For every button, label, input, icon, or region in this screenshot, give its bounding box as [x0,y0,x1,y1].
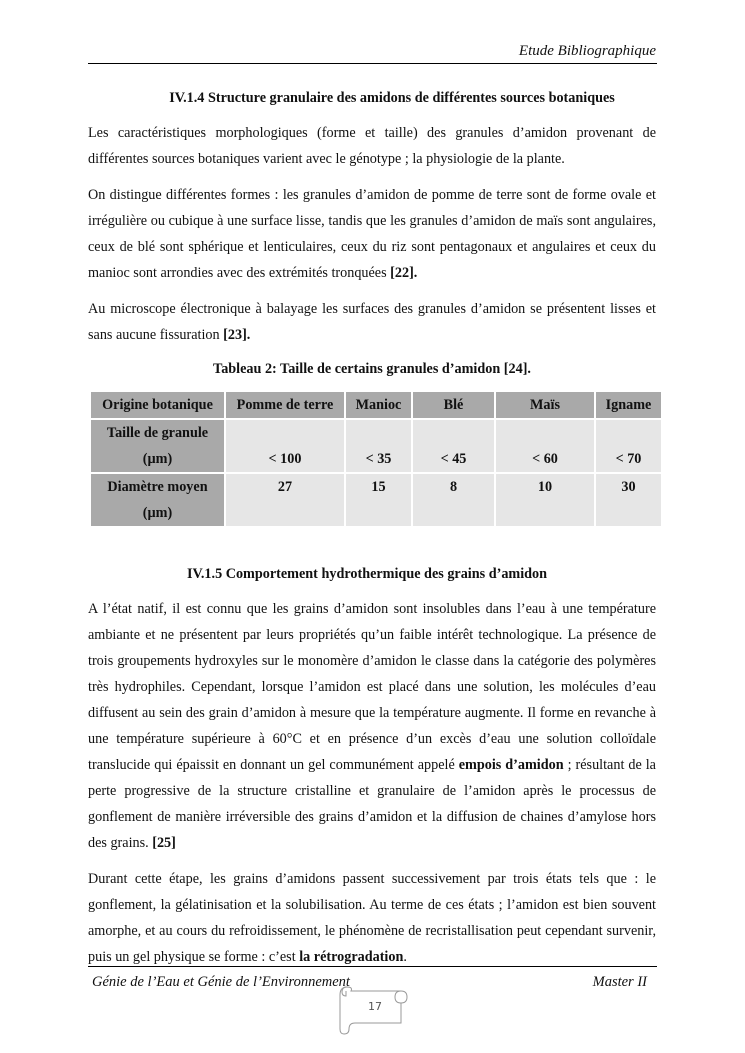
paragraph-end: . [403,949,407,965]
row-label-unit: (µm) [142,451,173,467]
paragraph-text: On distingue différentes formes : les granules d’amidon de pomme de terre sont de forme ovale et irrégulière ou cubique à une surface lisse, tandis que les granules d’amidon de maïs sont angulaires, ceux de blé sont sphérique et lenticulaires, ceux du riz sont pentagonaux et angulaires et ceux du manioc sont arrondies avec des extrémités tronquées [88,187,656,281]
paragraph-text: A l’état natif, il est connu que les grains d’amidon sont insolubles dans l’eau à une température ambiante et ne présentent par leurs propriétés qu’un faible intérêt technologique. La présence de trois groupements hydroxyles sur le monomère d’amidon le classe dans la catégorie des polymères très hydrophiles. Cependant, lorsque l’amidon est placé dans une solution, les molécules d’eau diffusent au sein des grain d’amidon à mesure que la température augmente. Il forme en revanche à une température supérieure à 60°C et en présence d’un excès d’eau une solution colloïdale translucide qui épaissit en donnant un gel communément appelé [88,601,656,773]
citation: [23]. [223,327,251,343]
emphasis-term: la rétrogradation [299,949,404,965]
footer-right-text: Master II [592,974,647,990]
paragraph [88,866,656,970]
paragraph [88,296,656,348]
row-label-line: Diamètre moyen [107,479,208,495]
paragraph-text: Au microscope électronique à balayage les surfaces des granules d’amidon se présentent lisses et sans aucune fissuration [88,301,656,343]
row-label [90,473,225,527]
citation: [25] [152,835,176,851]
table-cell: < 35 [345,419,412,473]
table-cell: < 45 [412,419,495,473]
table-header-cell: Igname [595,391,662,419]
table-cell: < 70 [595,419,662,473]
row-label-unit: (µm) [142,505,173,521]
table-cell: 27 [225,473,345,527]
section-heading-iv-1-4: IV.1.4 Structure granulaire des amidons de différentes sources botaniques [169,90,615,106]
table-cell: < 60 [495,419,595,473]
citation: [22]. [390,265,418,281]
page-content [88,86,656,980]
emphasis-term: empois d’amidon [458,757,564,773]
table-cell: 30 [595,473,662,527]
footer-left-text: Génie de l’Eau et Génie de l’Environnement [92,974,350,990]
table-cell: 10 [495,473,595,527]
row-label-line: Taille de granule [106,425,209,441]
table-cell: 15 [345,473,412,527]
paragraph [88,182,656,286]
page-number: 17 [368,1000,382,1013]
table-header-cell: Maïs [495,391,595,419]
paragraph-text: Durant cette étape, les grains d’amidons passent successivement par trois états tels que : le gonflement, la gélatinisation et la solubilisation. Au terme de ces états ; l’amidon est bien souvent amorphe, et au cours du refroidissement, le phénomène de recristallisation peut cependant survenir, puis un gel physique se forme : c’est [88,871,656,965]
table-row [90,473,662,527]
header-rule [88,63,657,64]
table-header-cell: Pomme de terre [225,391,345,419]
table-header-cell: Blé [412,391,495,419]
running-header: Etude Bibliographique [518,43,656,59]
section-heading-iv-1-5: IV.1.5 Comportement hydrothermique des grains d’amidon [186,566,548,582]
paragraph: Les caractéristiques morphologiques (forme et taille) des granules d’amidon provenant de différentes sources botaniques varient avec le génotype ; la physiologie de la plante. [88,125,656,167]
table-header-cell: Manioc [345,391,412,419]
table-header-row [90,391,662,419]
granule-size-table [89,390,663,528]
table-cell: < 100 [225,419,345,473]
table-cell: 8 [412,473,495,527]
table-header-cell: Origine botanique [90,391,225,419]
row-label [90,419,225,473]
table-row [90,419,662,473]
table-caption: Tableau 2: Taille de certains granules d’amidon [24]. [213,361,531,377]
footer-rule [88,966,657,967]
paragraph [88,596,656,856]
paragraph-text: ; résultant de la perte progressive de la structure cristalline et granulaire de l’amidon après le processus de gonflement de manière irréversible des grains d’amidon et la diffusion de chaines d’amylose hors des grains. [88,757,656,851]
